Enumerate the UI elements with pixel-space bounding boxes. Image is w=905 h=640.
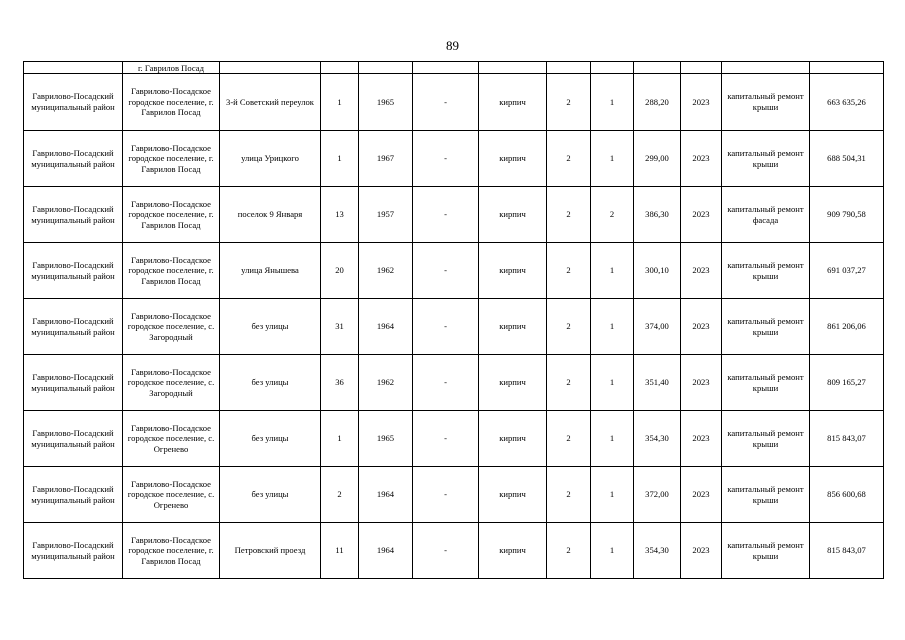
cell-street: поселок 9 Января [220, 187, 321, 243]
cell-house: 36 [321, 355, 359, 411]
cell-plan-year: 2023 [681, 243, 722, 299]
cell-street: без улицы [220, 411, 321, 467]
cell-entrances: 1 [591, 243, 634, 299]
cell-street [220, 62, 321, 74]
cell-reconstruction: - [413, 411, 479, 467]
cell-cost: 809 165,27 [810, 355, 884, 411]
cell-material [479, 62, 547, 74]
cell-cost: 691 037,27 [810, 243, 884, 299]
cell-year: 1957 [359, 187, 413, 243]
cell-entrances: 1 [591, 467, 634, 523]
cell-cost [810, 62, 884, 74]
cell-plan-year: 2023 [681, 411, 722, 467]
cell-work-type: капитальный ремонт крыши [722, 243, 810, 299]
cell-reconstruction: - [413, 74, 479, 131]
cell-cost: 909 790,58 [810, 187, 884, 243]
cell-house: 1 [321, 74, 359, 131]
cell-district [24, 62, 123, 74]
cell-year: 1967 [359, 131, 413, 187]
cell-entrances: 1 [591, 523, 634, 579]
cell-cost: 815 843,07 [810, 411, 884, 467]
cell-district: Гаврилово-Посадский муниципальный район [24, 299, 123, 355]
cell-plan-year [681, 62, 722, 74]
table-row [24, 411, 884, 467]
cell-plan-year: 2023 [681, 299, 722, 355]
cell-house: 11 [321, 523, 359, 579]
cell-work-type: капитальный ремонт крыши [722, 467, 810, 523]
cell-entrances [591, 62, 634, 74]
cell-floors: 2 [547, 74, 591, 131]
cell-settlement: Гаврилово-Посадское городское поселение, с. Загородный [123, 355, 220, 411]
cell-settlement: г. Гаврилов Посад [123, 62, 220, 74]
cell-work-type: капитальный ремонт крыши [722, 355, 810, 411]
cell-house: 13 [321, 187, 359, 243]
cell-reconstruction: - [413, 131, 479, 187]
cell-house: 2 [321, 467, 359, 523]
cell-entrances: 1 [591, 355, 634, 411]
cell-settlement: Гаврилово-Посадское городское поселение, г. Гаврилов Посад [123, 523, 220, 579]
cell-area: 374,00 [634, 299, 681, 355]
cell-street: без улицы [220, 299, 321, 355]
cell-floors [547, 62, 591, 74]
cell-cost: 861 206,06 [810, 299, 884, 355]
cell-district: Гаврилово-Посадский муниципальный район [24, 467, 123, 523]
cell-plan-year: 2023 [681, 355, 722, 411]
table-row [24, 299, 884, 355]
cell-year: 1964 [359, 299, 413, 355]
cell-work-type: капитальный ремонт крыши [722, 131, 810, 187]
cell-entrances: 1 [591, 411, 634, 467]
cell-district: Гаврилово-Посадский муниципальный район [24, 131, 123, 187]
cell-district: Гаврилово-Посадский муниципальный район [24, 355, 123, 411]
cell-material: кирпич [479, 355, 547, 411]
cell-cost: 663 635,26 [810, 74, 884, 131]
cell-street: Петровский проезд [220, 523, 321, 579]
cell-district: Гаврилово-Посадский муниципальный район [24, 74, 123, 131]
cell-area: 354,30 [634, 411, 681, 467]
table-row [24, 187, 884, 243]
cell-area: 288,20 [634, 74, 681, 131]
cell-reconstruction: - [413, 187, 479, 243]
cell-year: 1965 [359, 411, 413, 467]
continuation-row [24, 62, 884, 74]
cell-street: 3-й Советский переулок [220, 74, 321, 131]
cell-reconstruction [413, 62, 479, 74]
cell-plan-year: 2023 [681, 187, 722, 243]
cell-cost: 815 843,07 [810, 523, 884, 579]
cell-district: Гаврилово-Посадский муниципальный район [24, 187, 123, 243]
cell-area: 386,30 [634, 187, 681, 243]
cell-house: 1 [321, 411, 359, 467]
table-row [24, 74, 884, 131]
table-row [24, 355, 884, 411]
cell-floors: 2 [547, 243, 591, 299]
cell-year: 1962 [359, 355, 413, 411]
cell-street: улица Янышева [220, 243, 321, 299]
cell-reconstruction: - [413, 523, 479, 579]
housing-repair-table [23, 61, 884, 579]
cell-work-type: капитальный ремонт фасада [722, 187, 810, 243]
cell-work-type: капитальный ремонт крыши [722, 523, 810, 579]
table-row [24, 523, 884, 579]
cell-entrances: 1 [591, 131, 634, 187]
cell-plan-year: 2023 [681, 131, 722, 187]
cell-settlement: Гаврилово-Посадское городское поселение, г. Гаврилов Посад [123, 131, 220, 187]
cell-reconstruction: - [413, 243, 479, 299]
cell-floors: 2 [547, 411, 591, 467]
cell-material: кирпич [479, 299, 547, 355]
cell-street: без улицы [220, 355, 321, 411]
cell-work-type [722, 62, 810, 74]
cell-material: кирпич [479, 467, 547, 523]
cell-plan-year: 2023 [681, 74, 722, 131]
cell-year: 1964 [359, 523, 413, 579]
cell-settlement: Гаврилово-Посадское городское поселение, с. Огренево [123, 411, 220, 467]
cell-material: кирпич [479, 187, 547, 243]
cell-settlement: Гаврилово-Посадское городское поселение, г. Гаврилов Посад [123, 243, 220, 299]
cell-house: 1 [321, 131, 359, 187]
cell-entrances: 1 [591, 299, 634, 355]
page-number: 89 [446, 38, 459, 53]
cell-house: 31 [321, 299, 359, 355]
cell-district: Гаврилово-Посадский муниципальный район [24, 523, 123, 579]
cell-floors: 2 [547, 355, 591, 411]
cell-plan-year: 2023 [681, 523, 722, 579]
cell-year: 1965 [359, 74, 413, 131]
cell-area: 351,40 [634, 355, 681, 411]
table-row [24, 467, 884, 523]
cell-work-type: капитальный ремонт крыши [722, 74, 810, 131]
cell-reconstruction: - [413, 299, 479, 355]
cell-floors: 2 [547, 467, 591, 523]
cell-floors: 2 [547, 131, 591, 187]
cell-entrances: 1 [591, 74, 634, 131]
table-row [24, 243, 884, 299]
cell-house: 20 [321, 243, 359, 299]
cell-area: 372,00 [634, 467, 681, 523]
cell-settlement: Гаврилово-Посадское городское поселение, г. Гаврилов Посад [123, 74, 220, 131]
cell-material: кирпич [479, 243, 547, 299]
cell-area [634, 62, 681, 74]
cell-material: кирпич [479, 74, 547, 131]
cell-district: Гаврилово-Посадский муниципальный район [24, 243, 123, 299]
cell-plan-year: 2023 [681, 467, 722, 523]
cell-work-type: капитальный ремонт крыши [722, 411, 810, 467]
cell-house [321, 62, 359, 74]
cell-cost: 856 600,68 [810, 467, 884, 523]
cell-work-type: капитальный ремонт крыши [722, 299, 810, 355]
table-row [24, 131, 884, 187]
cell-material: кирпич [479, 131, 547, 187]
cell-settlement: Гаврилово-Посадское городское поселение, г. Гаврилов Посад [123, 187, 220, 243]
cell-street: улица Урицкого [220, 131, 321, 187]
cell-area: 354,30 [634, 523, 681, 579]
cell-settlement: Гаврилово-Посадское городское поселение, с. Загородный [123, 299, 220, 355]
cell-floors: 2 [547, 299, 591, 355]
cell-floors: 2 [547, 523, 591, 579]
cell-street: без улицы [220, 467, 321, 523]
cell-settlement: Гаврилово-Посадское городское поселение, с. Огренево [123, 467, 220, 523]
cell-cost: 688 504,31 [810, 131, 884, 187]
cell-year: 1964 [359, 467, 413, 523]
cell-year [359, 62, 413, 74]
cell-district: Гаврилово-Посадский муниципальный район [24, 411, 123, 467]
cell-entrances: 2 [591, 187, 634, 243]
cell-area: 299,00 [634, 131, 681, 187]
cell-area: 300,10 [634, 243, 681, 299]
cell-floors: 2 [547, 187, 591, 243]
cell-year: 1962 [359, 243, 413, 299]
cell-material: кирпич [479, 523, 547, 579]
cell-reconstruction: - [413, 467, 479, 523]
cell-material: кирпич [479, 411, 547, 467]
cell-reconstruction: - [413, 355, 479, 411]
